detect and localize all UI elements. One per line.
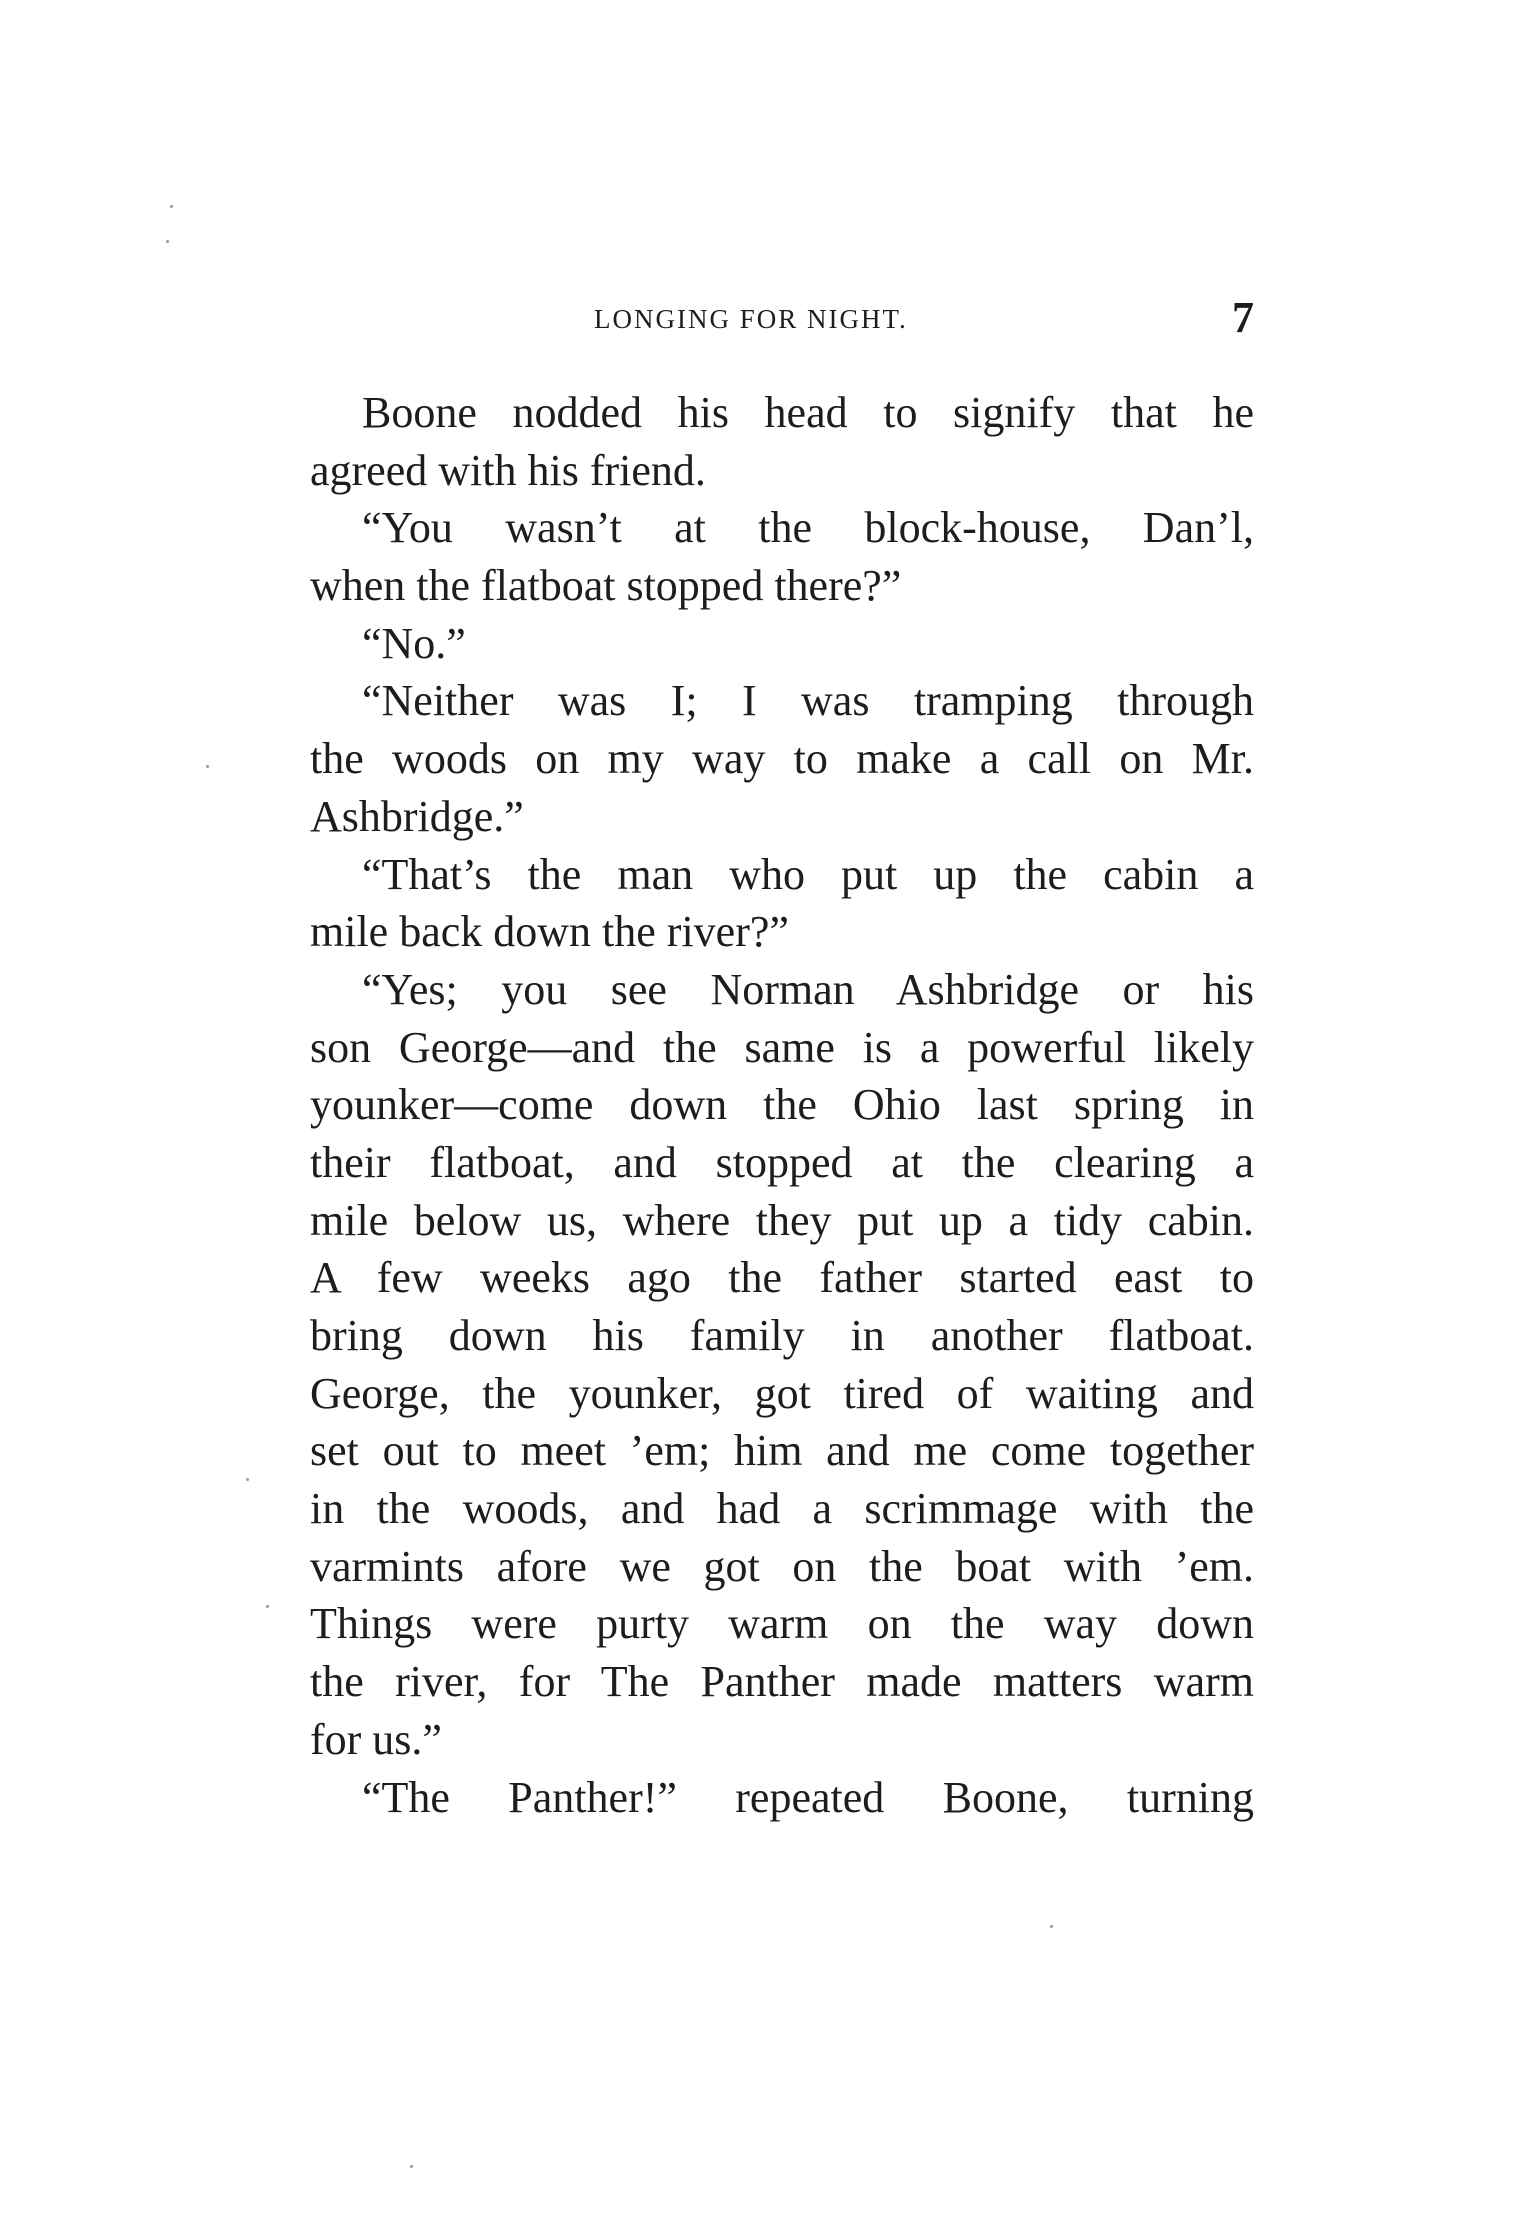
scan-speck — [266, 1605, 269, 1608]
body-line: varmints afore we got on the boat with ’em. — [310, 1541, 1254, 1591]
running-head — [310, 293, 1254, 356]
body-line: the river, for The Panther made matters warm — [310, 1657, 1254, 1707]
body-line: George, the younker, got tired of waiting and — [310, 1368, 1254, 1418]
body-text — [310, 384, 1254, 1826]
scan-speck — [206, 765, 209, 768]
body-line: mile below us, where they put up a tidy cabin. — [310, 1195, 1254, 1245]
body-line: “Neither was I; I was tramping through — [362, 676, 1254, 726]
body-line: mile back down the river?” — [310, 907, 789, 957]
page-number: 7 — [1232, 293, 1254, 342]
body-line: the woods on my way to make a call on Mr. — [310, 734, 1254, 784]
body-line: in the woods, and had a scrimmage with the — [310, 1484, 1254, 1534]
body-line: Ashbridge.” — [310, 791, 524, 841]
scan-speck — [170, 205, 173, 208]
body-line: agreed with his friend. — [310, 445, 706, 495]
body-line: Boone nodded his head to signify that he — [362, 388, 1254, 437]
body-line: “The Panther!” repeated Boone, turning — [362, 1772, 1254, 1822]
scan-speck — [246, 1478, 249, 1481]
body-line: younker—come down the Ohio last spring in — [310, 1080, 1254, 1130]
running-title: LONGING FOR NIGHT. — [594, 304, 908, 334]
body-line: son George—and the same is a powerful likely — [310, 1022, 1254, 1072]
scan-speck — [410, 2165, 413, 2168]
body-line: their flatboat, and stopped at the clearing a — [310, 1137, 1254, 1187]
body-line: bring down his family in another flatboat. — [310, 1311, 1254, 1360]
body-line: “You wasn’t at the block-house, Dan’l, — [362, 503, 1254, 553]
body-line: “That’s the man who put up the cabin a — [362, 849, 1254, 899]
body-line: “No.” — [362, 618, 466, 668]
body-line: A few weeks ago the father started east to — [310, 1253, 1254, 1303]
scan-speck — [1050, 1925, 1053, 1928]
scan-speck — [166, 240, 169, 243]
body-line: Things were purty warm on the way down — [310, 1599, 1254, 1649]
body-line: when the flatboat stopped there?” — [310, 561, 902, 611]
body-line: “Yes; you see Norman Ashbridge or his — [362, 964, 1254, 1014]
body-line: for us.” — [310, 1714, 442, 1764]
body-line: set out to meet ’em; him and me come together — [310, 1426, 1254, 1476]
